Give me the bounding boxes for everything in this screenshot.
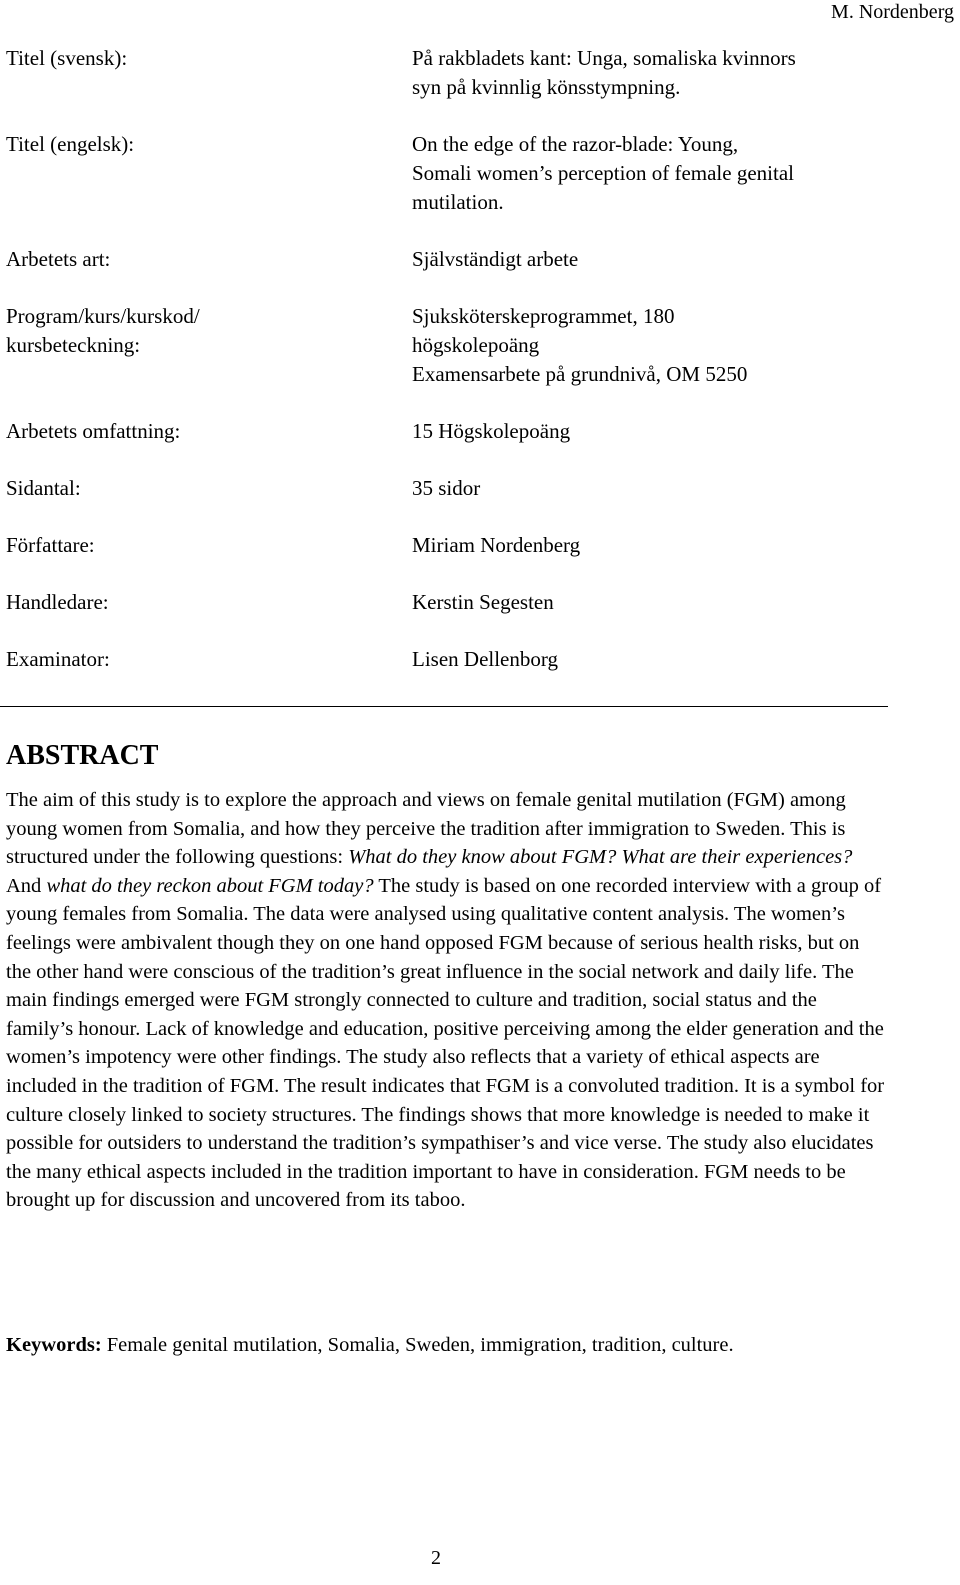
keywords-value: Female genital mutilation, Somalia, Sweden, immigration, tradition, culture. xyxy=(101,1334,734,1356)
meta-row-work-type xyxy=(6,245,906,274)
meta-row-examiner xyxy=(6,645,906,674)
meta-row-pages xyxy=(6,474,906,503)
abstract-text: The study is based on one recorded interview with a group of young females from Somalia. The data were analysed using qualitative content analysis. The women’s feelings were ambivalent though they on one hand opposed FGM because of serious health risks, but on the other hand were conscious of the tradition’s great influence in the social network and daily life. The main findings emerged were FGM strongly connected to culture and tradition, social status and the family’s honour. Lack of knowledge and education, positive perceiving among the elder generation and the women’s impotency were other findings. The study also reflects that a variety of ethical aspects are included in the tradition of FGM. The result indicates that FGM is a convoluted tradition. It is a symbol for culture closely linked to society structures. The findings shows that more knowledge is needed to make it possible for outsiders to understand the tradition’s sympathiser’s and vice verse. The study also elucidates the many ethical aspects included in the tradition important to have in consideration. FGM needs to be brought up for discussion and uncovered from its taboo. xyxy=(6,874,885,1212)
abstract-paragraph xyxy=(6,786,886,1215)
title-en-label: Titel (engelsk): xyxy=(6,132,135,156)
examiner-value: Lisen Dellenborg xyxy=(412,647,558,671)
title-sv-line: syn på kvinnlig könsstympning. xyxy=(412,75,681,99)
abstract-text: And xyxy=(6,874,47,897)
meta-row-title-sv xyxy=(6,44,906,102)
title-sv-value xyxy=(412,44,906,102)
supervisor-label: Handledare: xyxy=(6,590,109,614)
scope-label: Arbetets omfattning: xyxy=(6,419,181,443)
pages-label: Sidantal: xyxy=(6,476,81,500)
examiner-label: Examinator: xyxy=(6,647,110,671)
title-sv-label: Titel (svensk): xyxy=(6,46,128,70)
program-label xyxy=(6,302,412,389)
title-sv-line: På rakbladets kant: Unga, somaliska kvinnors xyxy=(412,46,796,70)
program-value-line: Examensarbete på grundnivå, OM 5250 xyxy=(412,362,748,386)
thesis-metadata xyxy=(6,44,906,702)
keywords-line xyxy=(6,1331,886,1360)
title-en-line: Somali women’s perception of female genital xyxy=(412,161,794,185)
program-label-line: Program/kurs/kurskod/ xyxy=(6,304,200,328)
author-label: Författare: xyxy=(6,533,95,557)
abstract-text: The aim of this study is to explore the approach and views on female genital mutilation (FGM) among young women from Somalia, and how they perceive the tradition after immigration to Sweden. This is structured under the following questions: xyxy=(6,789,846,869)
work-type-label: Arbetets art: xyxy=(6,247,111,271)
author-value: Miriam Nordenberg xyxy=(412,533,581,557)
program-value xyxy=(412,302,906,389)
abstract-heading: ABSTRACT xyxy=(6,740,159,771)
program-label-line: kursbeteckning: xyxy=(6,333,141,357)
supervisor-value: Kerstin Segesten xyxy=(412,590,554,614)
meta-row-scope xyxy=(6,417,906,446)
program-value-line: Sjuksköterskeprogrammet, 180 xyxy=(412,304,675,328)
meta-row-program xyxy=(6,302,906,389)
section-divider xyxy=(0,706,888,707)
work-type-value: Självständigt arbete xyxy=(412,247,579,271)
title-en-line: On the edge of the razor-blade: Young, xyxy=(412,132,739,156)
meta-row-supervisor xyxy=(6,588,906,617)
keywords-label: Keywords: xyxy=(6,1334,102,1356)
page-header-author: M. Nordenberg xyxy=(831,1,954,23)
abstract-question: what do they reckon about FGM today? xyxy=(46,874,374,897)
program-value-line: högskolepoäng xyxy=(412,333,540,357)
scope-value: 15 Högskolepoäng xyxy=(412,419,571,443)
abstract-question: What do they know about FGM? What are their experiences? xyxy=(348,846,853,869)
title-en-value xyxy=(412,130,906,217)
meta-row-author xyxy=(6,531,906,560)
meta-row-title-en xyxy=(6,130,906,217)
page-number: 2 xyxy=(431,1547,441,1569)
title-en-line: mutilation. xyxy=(412,190,504,214)
pages-value: 35 sidor xyxy=(412,476,481,500)
